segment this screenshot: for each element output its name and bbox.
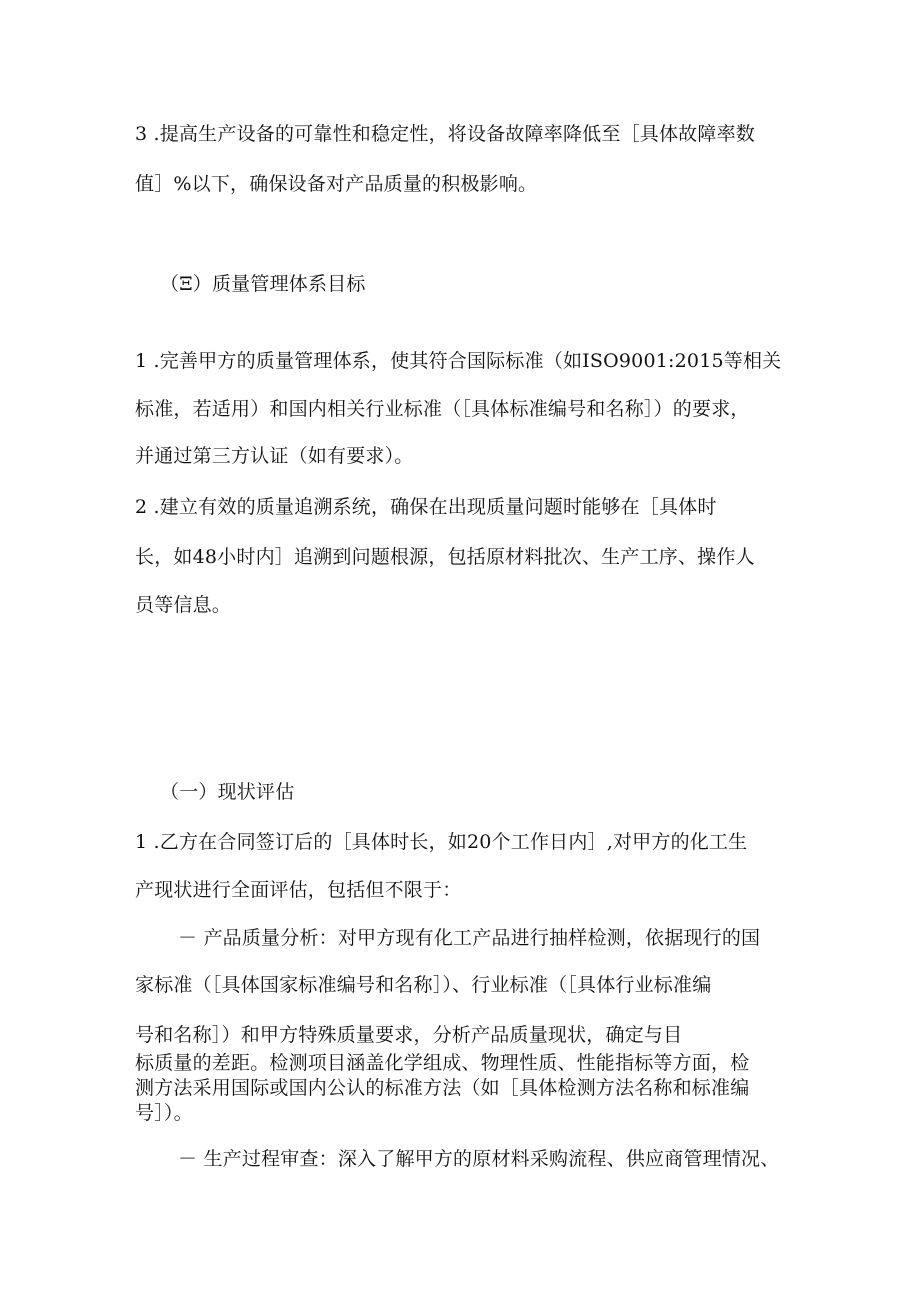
quality-system-item-2-line-2: 长，如48小时内］追溯到问题根源，包括原材料批次、生产工序、操作人 [135, 546, 755, 568]
quality-system-item-2-line-1: 2 .建立有效的质量追溯系统，确保在出现质量问题时能够在［具体时 [135, 496, 717, 518]
product-quality-analysis-line-1: － 产品质量分析：对甲方现有化工产品进行抽样检测，依据现行的国 [178, 927, 761, 949]
section-heading-status-assessment: （一）现状评估 [160, 781, 295, 803]
assessment-item-1-line-2: 产现状进行全面评估，包括但不限于： [135, 879, 462, 901]
product-quality-analysis-line-6: 号］）。 [135, 1102, 193, 1124]
section-heading-quality-system: （Ξ）质量管理体系目标 [160, 273, 366, 295]
product-quality-analysis-line-5: 测方法采用国际或国内公认的标准方法（如［具体检测方法名称和标准编 [135, 1077, 750, 1099]
quality-system-item-1-line-2: 标准，若适用）和国内相关行业标准（［具体标准编号和名称］）的要求， [135, 398, 750, 420]
product-quality-analysis-line-4: 标质量的差距。检测项目涵盖化学组成、物理性质、性能指标等方面，检 [135, 1052, 750, 1074]
assessment-item-1-line-1: 1 .乙方在合同签订后的［具体时长，如20个工作日内］,对甲方的化工生 [135, 831, 748, 853]
quality-system-item-1-line-3: 并通过第三方认证（如有要求）。 [135, 445, 414, 467]
quality-system-item-2-line-3: 员等信息。 [135, 594, 232, 616]
quality-system-item-1-line-1: 1 .完善甲方的质量管理体系，使其符合国际标准（如ISO9001:2015等相关 [135, 350, 782, 372]
goal-item-3-line-2: 值］%以下，确保设备对产品质量的积极影响。 [135, 173, 538, 195]
goal-item-3-line-1: 3 .提高生产设备的可靠性和稳定性，将设备故障率降低至［具体故障率数 [135, 123, 755, 145]
product-quality-analysis-line-3: 号和名称］）和甲方特殊质量要求，分析产品质量现状，确定与目 [135, 1024, 683, 1046]
product-quality-analysis-line-2: 家标准（［具体国家标准编号和名称］）、行业标准（［具体行业标准编 [135, 974, 712, 996]
production-process-review-line-1: － 生产过程审查：深入了解甲方的原材料采购流程、供应商管理情况、 [178, 1148, 780, 1170]
